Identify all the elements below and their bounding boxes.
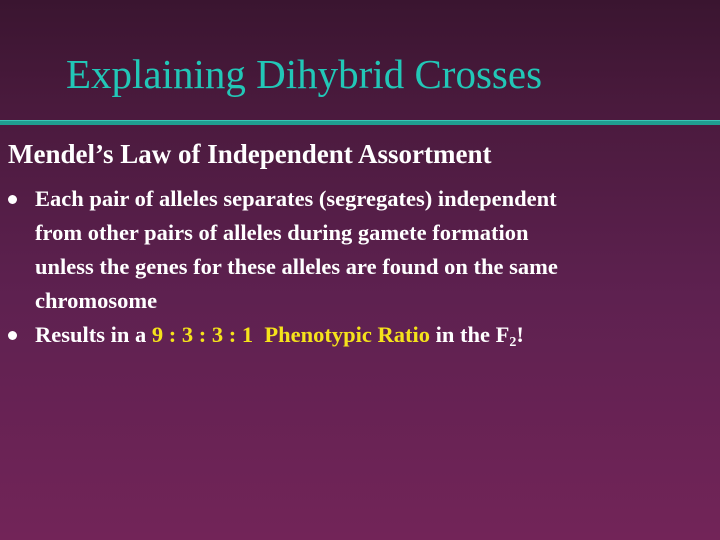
bullet-item-ratio [0,318,720,352]
phenotypic-ratio-label: Phenotypic Ratio [264,322,431,347]
bullet-line: chromosome [35,288,158,313]
slide-subtitle: Mendel’s Law of Independent Assortment [8,139,492,169]
phenotypic-ratio-value: 9 : 3 : 3 : 1 [151,322,254,347]
bullet-item-assortment [0,182,720,318]
f2-subscript: 2 [509,335,517,350]
title-divider-highlight [0,120,720,121]
bullet-line: Each pair of alleles separates (segregates) independent [35,186,557,211]
ratio-middle: in the F [430,322,510,347]
ratio-suffix: ! [516,322,524,347]
slide-title: Explaining Dihybrid Crosses [66,51,543,97]
ratio-prefix: Results in a [35,322,152,347]
bullet-line [35,318,700,352]
bullet-dot-icon [8,195,17,204]
bullet-list [0,182,720,352]
bullet-dot-icon [8,331,17,340]
bullet-line: from other pairs of alleles during gamete formation [35,220,529,245]
bullet-line: unless the genes for these alleles are found on the same [35,254,558,279]
